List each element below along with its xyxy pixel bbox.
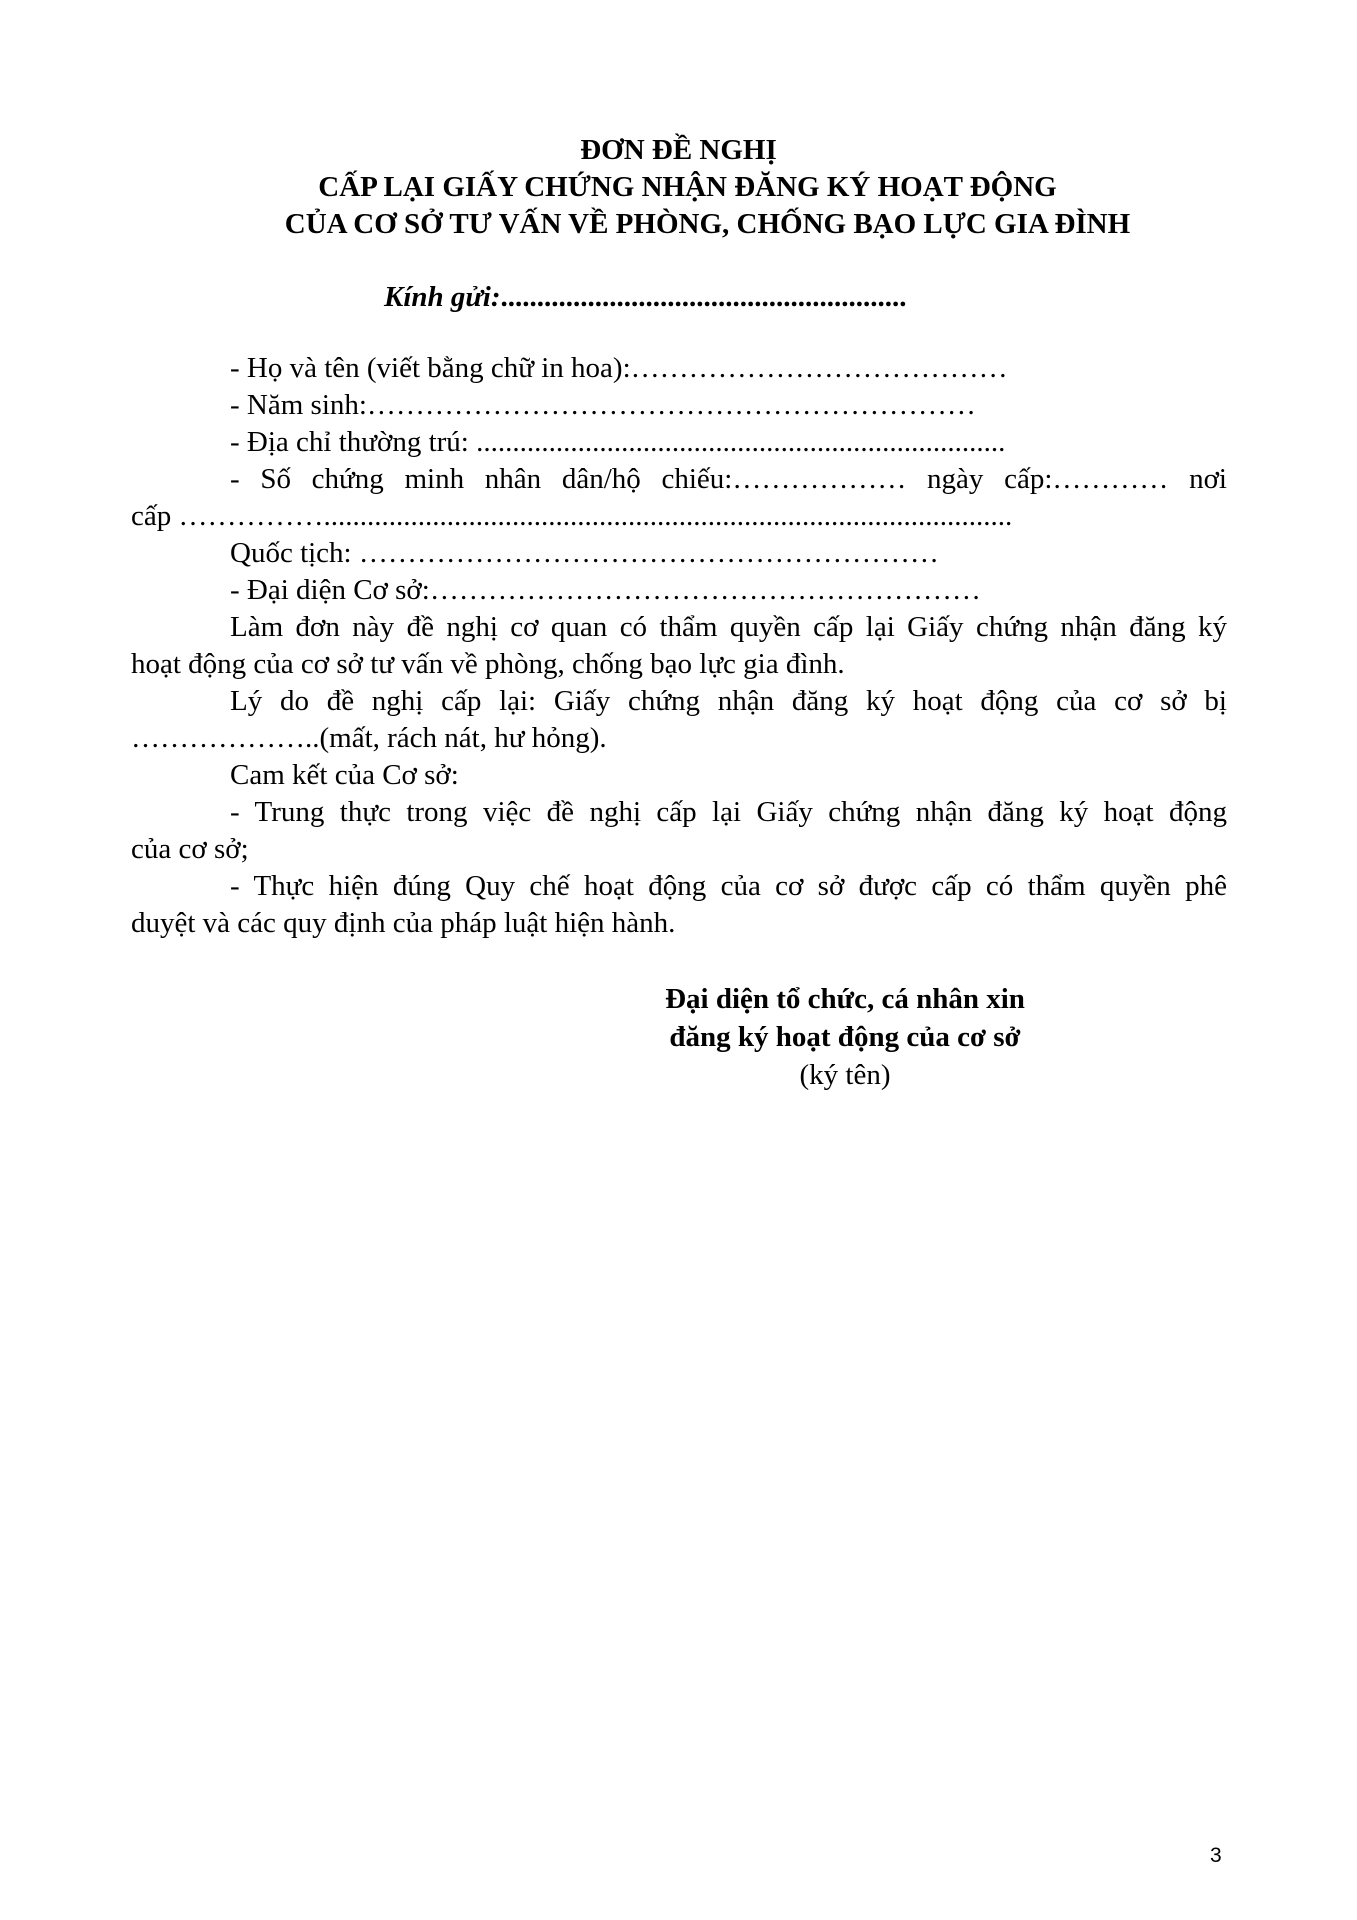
field-id-issue-place: cấp ……………............................................................................................... xyxy=(131,500,1013,532)
request-paragraph-line-1: Làm đơn này đề nghị cơ quan có thẩm quyền cấp lại Giấy chứng nhận đăng ký xyxy=(230,611,1227,643)
recipient-label: Kính gửi: xyxy=(384,281,501,313)
commitment-2-line-2: duyệt và các quy định của pháp luật hiện hành. xyxy=(131,907,676,939)
page-number: 3 xyxy=(1210,1844,1222,1867)
reason-paragraph-line-2: ………………..(mất, rách nát, hư hỏng). xyxy=(131,722,607,754)
field-nationality: Quốc tịch: …………………………………………………… xyxy=(230,537,939,569)
title-line-1: ĐƠN ĐỀ NGHỊ xyxy=(580,134,777,166)
recipient-blank: ........................................................ xyxy=(500,281,907,313)
request-paragraph-line-2: hoạt động của cơ sở tư vấn về phòng, chống bạo lực gia đình. xyxy=(131,648,845,680)
signature-note: (ký tên) xyxy=(799,1059,891,1091)
commitment-1-line-1: - Trung thực trong việc đề nghị cấp lại Giấy chứng nhận đăng ký hoạt động xyxy=(230,796,1227,828)
field-full-name: - Họ và tên (viết bằng chữ in hoa):………………………………… xyxy=(230,352,1008,384)
signature-block xyxy=(600,980,1090,1094)
field-address: - Địa chỉ thường trú: ......................................................................... xyxy=(230,426,1006,458)
commitment-heading: Cam kết của Cơ sở: xyxy=(230,759,459,791)
commitment-1-line-2: của cơ sở; xyxy=(131,833,249,865)
title-line-3: CỦA CƠ SỞ TƯ VẤN VỀ PHÒNG, CHỐNG BẠO LỰC GIA ĐÌNH xyxy=(284,208,1131,240)
field-birth-year: - Năm sinh:……………………………………………………… xyxy=(230,389,976,421)
commitment-2-line-1: - Thực hiện đúng Quy chế hoạt động của cơ sở được cấp có thẩm quyền phê xyxy=(230,870,1227,902)
form-body xyxy=(131,350,1227,942)
field-representative: - Đại diện Cơ sở:………………………………………………… xyxy=(230,574,981,606)
recipient-line xyxy=(384,281,907,314)
signature-line-2: đăng ký hoạt động của cơ sở xyxy=(669,1021,1021,1053)
field-id-number: - Số chứng minh nhân dân/hộ chiếu:……………… ngày cấp:………… nơi xyxy=(230,463,1227,495)
reason-paragraph-line-1: Lý do đề nghị cấp lại: Giấy chứng nhận đăng ký hoạt động của cơ sở bị xyxy=(230,685,1227,717)
title-line-2: CẤP LẠI GIẤY CHỨNG NHẬN ĐĂNG KÝ HOẠT ĐỘNG xyxy=(318,171,1057,203)
signature-line-1: Đại diện tổ chức, cá nhân xin xyxy=(665,983,1025,1015)
document-title xyxy=(0,132,1357,243)
